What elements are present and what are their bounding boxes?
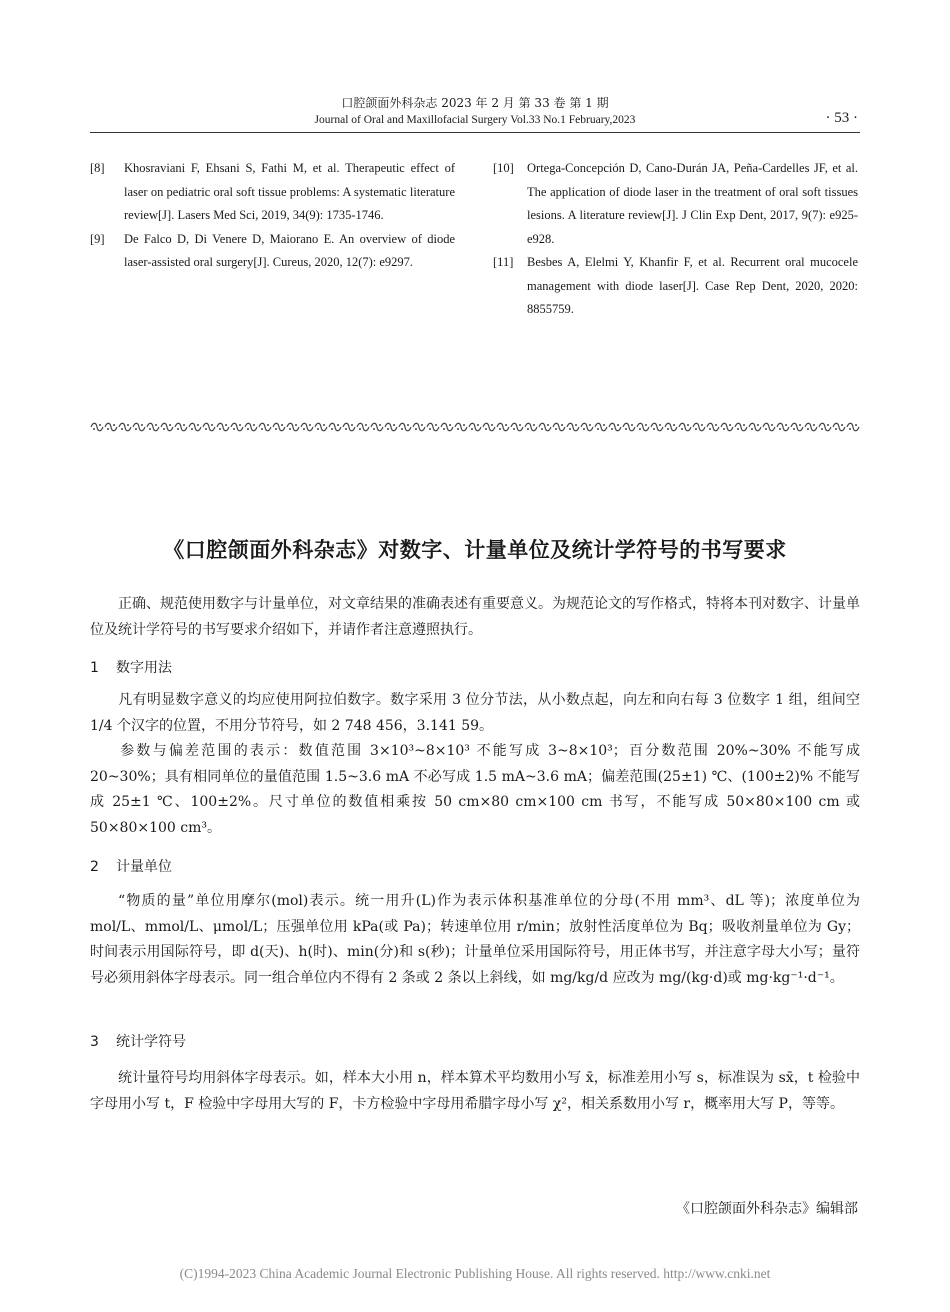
reference-number: [9] — [90, 231, 105, 246]
copyright-footer: (C)1994-2023 China Academic Journal Electronic Publishing House. All rights reserved. http://www.cnki.net — [179, 1266, 771, 1281]
intro-paragraph — [90, 592, 860, 643]
section-title: 计量单位 — [116, 859, 172, 875]
ornamental-divider — [90, 420, 860, 434]
paragraph-text: 统计量符号均用斜体字母表示。如，样本大小用 n，样本算术平均数用小写 x̄，标准差用小写 s，标准误为 sx̄，t 检验中字母用小写 t，F 检验中字母用大写的 F，卡方检验中字母用希腊字母小写 χ²，相关系数用小写 r，概率用大写 P，等等。 — [90, 1070, 860, 1112]
section-number: 2 — [90, 859, 99, 875]
references-right-column — [493, 157, 858, 322]
paragraph-text: 参数与偏差范围的表示：数值范围 3×10³~8×10³ 不能写成 3~8×10³；百分数范围 20%~30% 不能写成 20~30%；具有相同单位的量值范围 1.5~3.6 mA 不必写成 1.5 mA~3.6 mA；偏差范围(25±1) ℃、(100±2)% 不能写成 25±1 ℃、100±2%。尺寸单位的数值相乘按 50 cm×80 cm×100 cm 书写，不能写成 50×80×100 cm 或 50×80×100 cm³。 — [90, 743, 860, 836]
reference-item — [493, 157, 858, 251]
references-left-column — [90, 157, 455, 275]
section-title: 统计学符号 — [116, 1034, 186, 1050]
reference-number: [10] — [493, 161, 514, 175]
section-paragraph — [90, 889, 860, 991]
paragraph-text: “物质的量”单位用摩尔(mol)表示。统一用升(L)作为表示体积基准单位的分母(不用 mm³、dL 等)；浓度单位为 mol/L、mmol/L、μmol/L；压强单位用 kPa(或 Pa)；转速单位用 r/min；放射性活度单位为 Bq；吸收剂量单位为 Gy；时间表示用国际符号，即 d(天)、h(时)、min(分)和 s(秒)；计量单位采用国际符号，用正体书写，并注意字母大小写；量符号必须用斜体字母表示。同一组合单位内不得有 2 条或 2 条以上斜线，如 mg/kg/d 应改为 mg/(kg·d)或 mg·kg⁻¹·d⁻¹。 — [90, 893, 860, 986]
reference-item — [90, 228, 455, 275]
editorial-signature: 《口腔颌面外科杂志》编辑部 — [676, 1201, 858, 1217]
page-number: · 53 · — [825, 110, 858, 126]
reference-text: Ortega-Concepción D, Cano-Durán JA, Peña-Cardelles JF, et al. The application of diode laser in the treatment of oral soft tissues lesions. A literature review[J]. J Clin Exp Dent, 2017, 9(7): e925-e928. — [527, 161, 858, 246]
reference-number: [8] — [90, 161, 105, 175]
journal-header-cn: 口腔颌面外科杂志 2023 年 2 月 第 33 卷 第 1 期 — [341, 96, 609, 110]
section-heading — [90, 1031, 186, 1051]
section-paragraph — [90, 739, 860, 841]
section-heading — [90, 657, 172, 677]
journal-header-en: Journal of Oral and Maxillofacial Surgery Vol.33 No.1 February,2023 — [314, 114, 636, 126]
article-title: 《口腔颌面外科杂志》对数字、计量单位及统计学符号的书写要求 — [163, 538, 787, 562]
section-number: 3 — [90, 1034, 99, 1050]
section-title: 数字用法 — [116, 660, 172, 676]
section-heading — [90, 856, 172, 876]
section-paragraph — [90, 688, 860, 739]
reference-text: De Falco D, Di Venere D, Maiorano E. An overview of diode laser-assisted oral surgery[J]. Cureus, 2020, 12(7): e9297. — [124, 231, 455, 269]
header-divider — [90, 132, 860, 133]
reference-text: Khosraviani F, Ehsani S, Fathi M, et al. Therapeutic effect of laser on pediatric oral soft tissue problems: A systematic literature review[J]. Lasers Med Sci, 2019, 34(9): 1735-1746. — [124, 161, 455, 222]
paragraph-text: 正确、规范使用数字与计量单位，对文章结果的准确表述有重要意义。为规范论文的写作格式，特将本刊对数字、计量单位及统计学符号的书写要求介绍如下，并请作者注意遵照执行。 — [90, 596, 860, 638]
reference-item — [493, 251, 858, 322]
paragraph-text: 凡有明显数字意义的均应使用阿拉伯数字。数字采用 3 位分节法，从小数点起，向左和向右每 3 位数字 1 组，组间空 1/4 个汉字的位置，不用分节符号，如 2 748 456，3.141 59。 — [90, 692, 860, 734]
reference-number: [11] — [493, 255, 514, 269]
reference-item — [90, 157, 455, 228]
section-paragraph — [90, 1066, 860, 1117]
section-number: 1 — [90, 660, 99, 676]
reference-text: Besbes A, Elelmi Y, Khanfir F, et al. Recurrent oral mucocele management with diode laser[J]. Case Rep Dent, 2020, 2020: 8855759. — [527, 255, 858, 316]
